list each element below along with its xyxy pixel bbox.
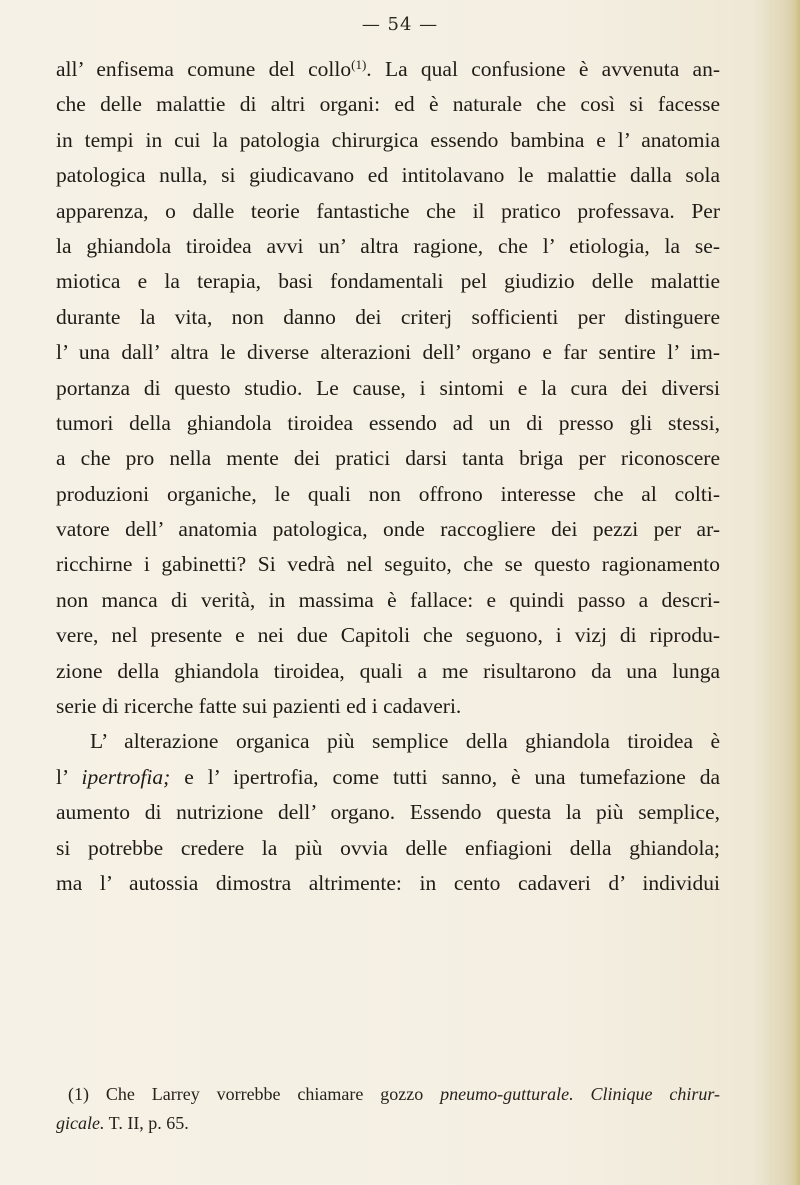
text-line: ricchirne i gabinetti? Si vedrà nel seguito, che se questo ragionamento xyxy=(56,552,720,577)
footnote-italic: pneumo-gutturale. Clinique chirur- xyxy=(440,1084,720,1104)
text-line: ma l’ autossia dimostra altrimente: in cento cadaveri d’ individui xyxy=(56,870,720,895)
text-line: apparenza, o dalle teorie fantastiche che il pratico professava. Per xyxy=(56,198,720,223)
text-line: l’ ipertrofia; e l’ ipertrofia, come tutti sanno, è una tumefazione da xyxy=(56,764,720,789)
text-line: L’ alterazione organica più semplice della ghiandola tiroidea è xyxy=(90,729,720,754)
footnote-line: gicale. T. II, p. 65. xyxy=(56,1113,189,1133)
footnote-line: (1) Che Larrey vorrebbe chiamare gozzo pneumo-gutturale. Clinique chirur- xyxy=(68,1084,720,1104)
footnote xyxy=(56,1080,720,1138)
text-line: zione della ghiandola tiroidea, quali a me risultarono da una lunga xyxy=(56,658,720,683)
text-line: che delle malattie di altri organi: ed è naturale che così si facesse xyxy=(56,92,720,117)
text-line: a che pro nella mente dei pratici darsi tanta briga per riconoscere xyxy=(56,446,720,471)
footnote-italic: gicale. xyxy=(56,1113,105,1133)
text-line: tumori della ghiandola tiroidea essendo ad un di presso gli stessi, xyxy=(56,410,720,435)
emphasis-term: ipertrofia; xyxy=(81,764,171,789)
text-line: miotica e la terapia, basi fondamentali pel giudizio delle malattie xyxy=(56,269,720,294)
page-number: — 54 — xyxy=(361,14,439,35)
text-line: in tempi in cui la patologia chirurgica essendo bambina e l’ anatomia xyxy=(56,127,720,152)
text-line: si potrebbe credere la più ovvia delle enfiagioni della ghiandola; xyxy=(56,835,720,860)
main-text xyxy=(56,52,720,901)
footnote-ref: (1) xyxy=(351,57,367,72)
text-line: vatore dell’ anatomia patologica, onde raccogliere dei pezzi per ar- xyxy=(56,517,720,542)
text-line: non manca di verità, in massima è fallace: e quindi passo a descri- xyxy=(56,587,720,612)
text-line: produzioni organiche, le quali non offrono interesse che al colti- xyxy=(56,481,720,506)
text-line: vere, nel presente e nei due Capitoli che seguono, i vizj di riprodu- xyxy=(56,623,720,648)
text-line: patologica nulla, si giudicavano ed intitolavano le malattie dalla sola xyxy=(56,163,720,188)
text-line: la ghiandola tiroidea avvi un’ altra ragione, che l’ etiologia, la se- xyxy=(56,233,720,258)
text-line: serie di ricerche fatte sui pazienti ed i cadaveri. xyxy=(56,694,462,719)
text-line: all’ enfisema comune del collo$^{(1)}$. La qual confusione è avvenuta an- xyxy=(56,57,720,81)
text-line: portanza di questo studio. Le cause, i sintomi e la cura dei diversi xyxy=(56,375,720,400)
text-line: aumento di nutrizione dell’ organo. Essendo questa la più semplice, xyxy=(56,800,720,825)
text-line: durante la vita, non danno dei criterj sofficienti per distinguere xyxy=(56,304,720,329)
text-line: l’ una dall’ altra le diverse alterazioni dell’ organo e far sentire l’ im- xyxy=(56,340,720,365)
page-edge-shadow xyxy=(786,0,800,1185)
